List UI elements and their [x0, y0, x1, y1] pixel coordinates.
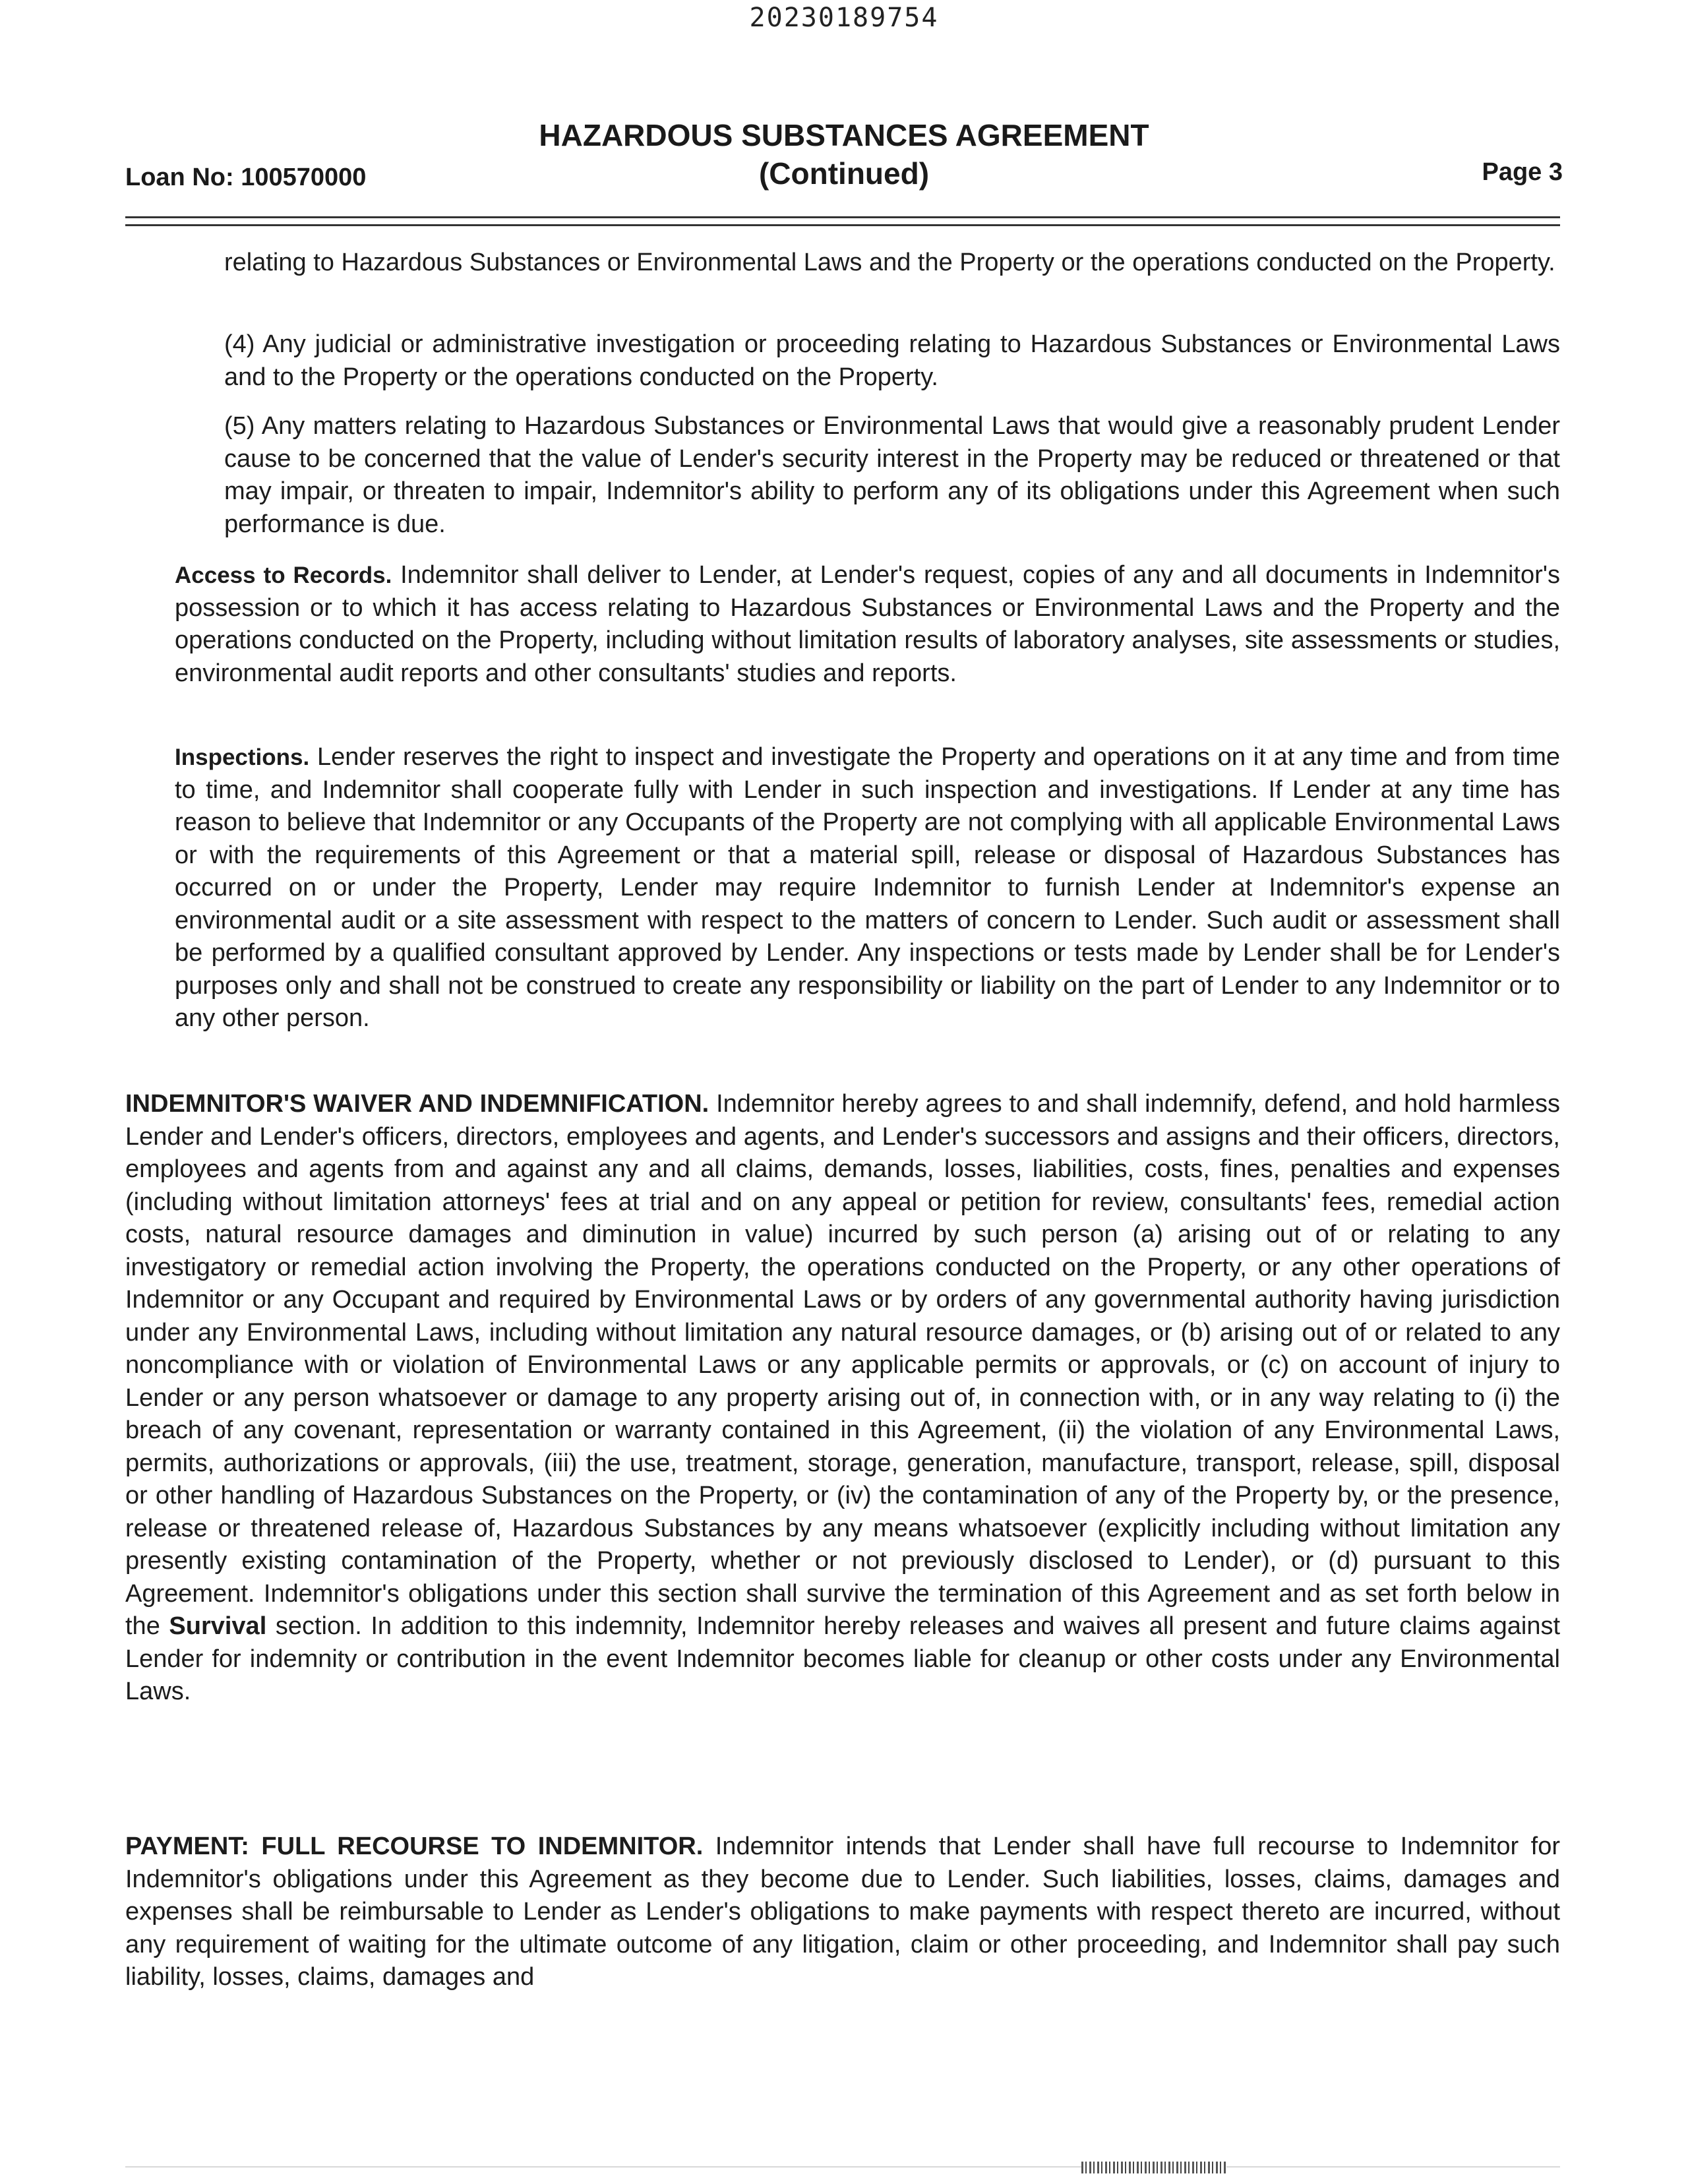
inspections-heading: Inspections.	[175, 744, 310, 770]
header-rule-bottom	[125, 224, 1560, 226]
page-number: Page 3	[1482, 158, 1563, 186]
footer-scan-line	[125, 2166, 1560, 2168]
footer-barcode	[1081, 2162, 1226, 2173]
inspections-text: Lender reserves the right to inspect and investigate the Property and operations on it at any time and from time to time, and Indemnitor shall cooperate fully with Lender in such inspection and investigations. If Lender at any time has reason to believe that Indemnitor or any Occupants of the Property are not complying with all applicable Environmental Laws or with the requirements of this Agreement or that a material spill, release or disposal of Hazardous Substances has occurred on or under the Property, Lender may require Indemnitor to furnish Lender at Indemnitor's expense an environmental audit or a site assessment with respect to the matters of concern to Lender. Such audit or assessment shall be performed by a qualified consultant approved by Lender. Any inspections or tests made by Lender shall be for Lender's purposes only and shall not be construed to create any responsibility or liability on the part of Lender to any Indemnitor or to any other person.	[175, 743, 1560, 1032]
access-to-records-heading: Access to Records.	[175, 562, 392, 588]
paragraph-continuation: relating to Hazardous Substances or Environmental Laws and the Property or the operations conducted on the Property.	[224, 249, 1555, 276]
paragraph-waiver-indemnification	[125, 1088, 1560, 1709]
document-title: HAZARDOUS SUBSTANCES AGREEMENT	[539, 118, 1149, 152]
paragraph-inspections	[175, 741, 1560, 1035]
waiver-heading: INDEMNITOR'S WAIVER AND INDEMNIFICATION.	[125, 1090, 709, 1118]
payment-heading: PAYMENT: FULL RECOURSE TO INDEMNITOR.	[125, 1833, 704, 1860]
payment-text: Indemnitor intends that Lender shall have full recourse to Indemnitor for Indemnitor's obligations under this Agreement as they become due to Lender. Such liabilities, losses, claims, damages and expenses shall be reimbursable to Lender as Lender's obligations to make payments with respect thereto are incurred, without any requirement of waiting for the ultimate outcome of any litigation, claim or other proceeding, and Indemnitor shall pay such liability, losses, claims, damages and	[125, 1833, 1560, 1991]
header-rule-top	[125, 216, 1560, 218]
document-subtitle: (Continued)	[758, 156, 930, 191]
loan-number: Loan No: 100570000	[125, 164, 367, 191]
waiver-text-part-a: Indemnitor hereby agrees to and shall indemnify, defend, and hold harmless Lender and Lender's officers, directors, employees and agents, and Lender's successors and assigns and their officers, directors, employees and agents from and against any and all claims, demands, losses, liabilities, costs, fines, penalties and expenses (including without limitation attorneys' fees at trial and on any appeal or petition for review, consultants' fees, remedial action costs, natural resource damages and diminution in value) incurred by such person (a) arising out of or relating to any investigatory or remedial action involving the Property, the operations conducted on the Property, or any other operations of Indemnitor or any Occupant and required by Environmental Laws or by orders of any governmental authority having jurisdiction under any Environmental Laws, including without limitation any natural resource damages, or (b) arising out of or related to any noncompliance with or violation of Environmental Laws or any applicable permits or approvals, or (c) on account of injury to Lender or any person whatsoever or damage to any property arising out of, in connection with, or in any way relating to (i) the breach of any covenant, representation or warranty contained in this Agreement, (ii) the violation of any Environmental Laws, permits, authorizations or approvals, (iii) the use, treatment, storage, generation, manufacture, transport, release, spill, disposal or other handling of Hazardous Substances on the Property, or (iv) the contamination of any of the Property by, or the presence, release or threatened release of, Hazardous Substances by any means whatsoever (explicitly including without limitation any presently existing contamination of the Property, whether or not previously disclosed to Lender), or (d) pursuant to this Agreement. Indemnitor's obligations under this section shall survive the termination of this Agreement and as set forth below in the	[125, 1090, 1560, 1640]
survival-reference: Survival	[169, 1612, 267, 1640]
paragraph-item-4: (4) Any judicial or administrative investigation or proceeding relating to Hazardous Substances or Environmental Laws and to the Property or the operations conducted on the Property.	[224, 330, 1560, 391]
waiver-text-part-b: section. In addition to this indemnity, Indemnitor hereby releases and waives all present and future claims against Lender for indemnity or contribution in the event Indemnitor becomes liable for cleanup or other costs under any Environmental Laws.	[125, 1612, 1561, 1705]
paragraph-item-5: (5) Any matters relating to Hazardous Substances or Environmental Laws that would give a reasonably prudent Lender cause to be concerned that the value of Lender's security interest in the Property may be reduced or threatened or that may impair, or threaten to impair, Indemnitor's ability to perform any of its obligations under this Agreement when such performance is due.	[224, 412, 1560, 538]
document-number: 20230189754	[749, 3, 939, 33]
access-to-records-text: Indemnitor shall deliver to Lender, at Lender's request, copies of any and all documents in Indemnitor's possession or to which it has access relating to Hazardous Substances or Environmental Laws and the Property and the operations conducted on the Property, including without limitation results of laboratory analyses, site assessments or studies, environmental audit reports and other consultants' studies and reports.	[175, 561, 1560, 687]
paragraph-access-to-records	[175, 559, 1560, 690]
paragraph-payment-full-recourse	[125, 1831, 1560, 1994]
